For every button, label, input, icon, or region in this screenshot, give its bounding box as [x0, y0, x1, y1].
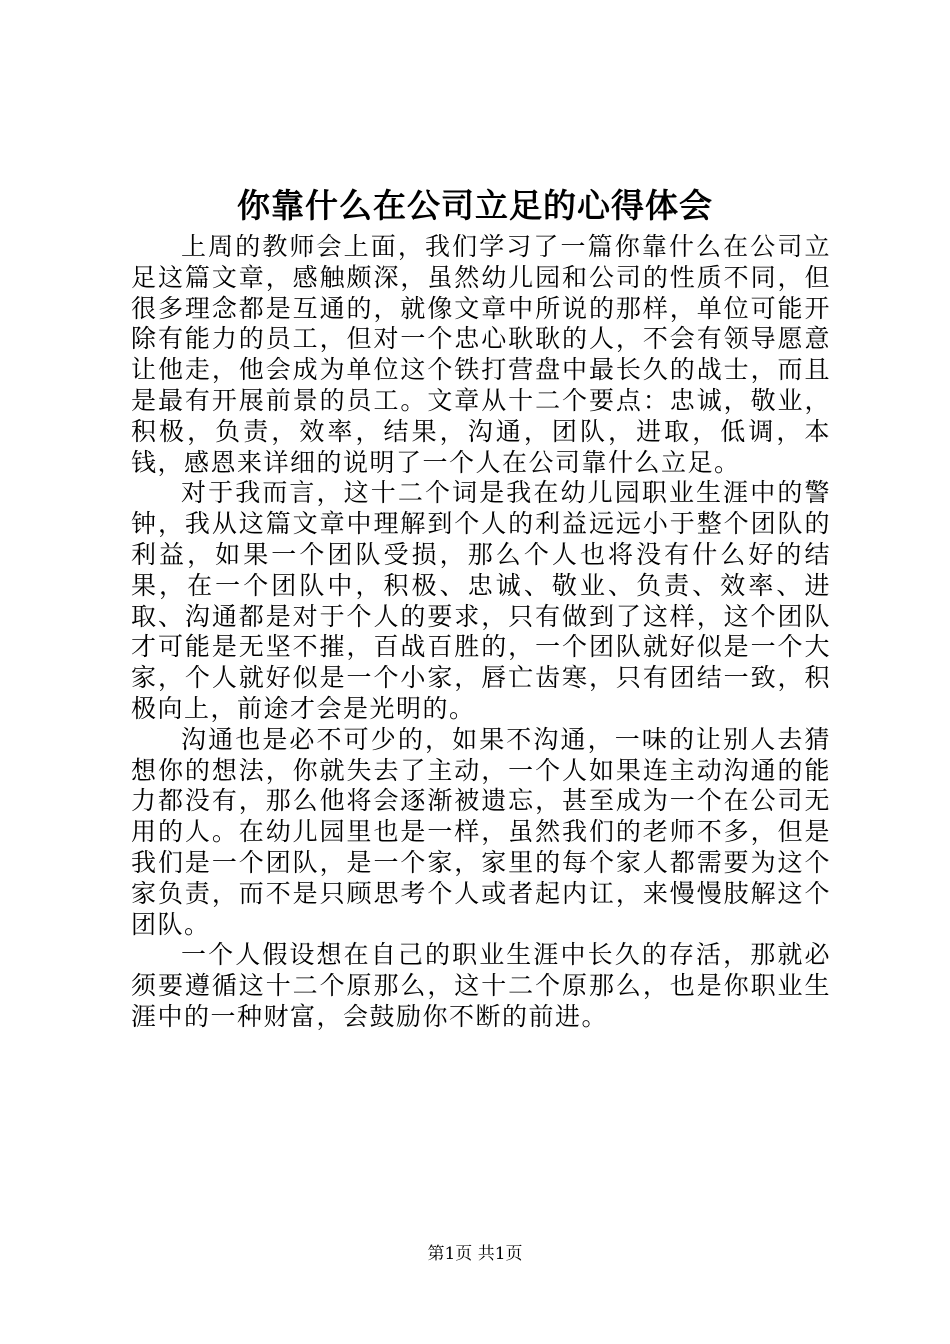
paragraph: 沟通也是必不可少的，如果不沟通，一味的让别人去猜想你的想法，你就失去了主动，一个人如果连主动沟通的能力都没有，那么他将会逐渐被遗忘，甚至成为一个在公司无用的人。在幼儿园里也是一样，虽然我们的老师不多，但是我们是一个团队，是一个家，家里的每个家人都需要为这个家负责，而不是只顾思考个人或者起内讧，来慢慢肢解这个团队。 — [131, 724, 831, 939]
paragraph: 对于我而言，这十二个词是我在幼儿园职业生涯中的警钟，我从这篇文章中理解到个人的利益远远小于整个团队的利益，如果一个团队受损，那么个人也将没有什么好的结果，在一个团队中，积极、忠诚、敬业、负责、效率、进取、沟通都是对于个人的要求，只有做到了这样，这个团队才可能是无坚不摧，百战百胜的，一个团队就好似是一个大家，个人就好似是一个小家，唇亡齿寒，只有团结一致，积极向上，前途才会是光明的。 — [131, 478, 831, 723]
document-body — [131, 232, 831, 1033]
document-title: 你靠什么在公司立足的心得体会 — [237, 186, 713, 225]
page-number-footer: 第1页 共1页 — [427, 1244, 523, 1264]
paragraph: 上周的教师会上面，我们学习了一篇你靠什么在公司立足这篇文章，感触颇深，虽然幼儿园和公司的性质不同，但很多理念都是互通的，就像文章中所说的那样，单位可能开除有能力的员工，但对一个忠心耿耿的人，不会有领导愿意让他走，他会成为单位这个铁打营盘中最长久的战士，而且是最有开展前景的员工。文章从十二个要点：忠诚，敬业，积极，负责，效率，结果，沟通，团队，进取，低调，本钱，感恩来详细的说明了一个人在公司靠什么立足。 — [131, 232, 831, 477]
paragraph: 一个人假设想在自己的职业生涯中长久的存活，那就必须要遵循这十二个原那么，这十二个原那么，也是你职业生涯中的一种财富，会鼓励你不断的前进。 — [131, 940, 831, 1031]
